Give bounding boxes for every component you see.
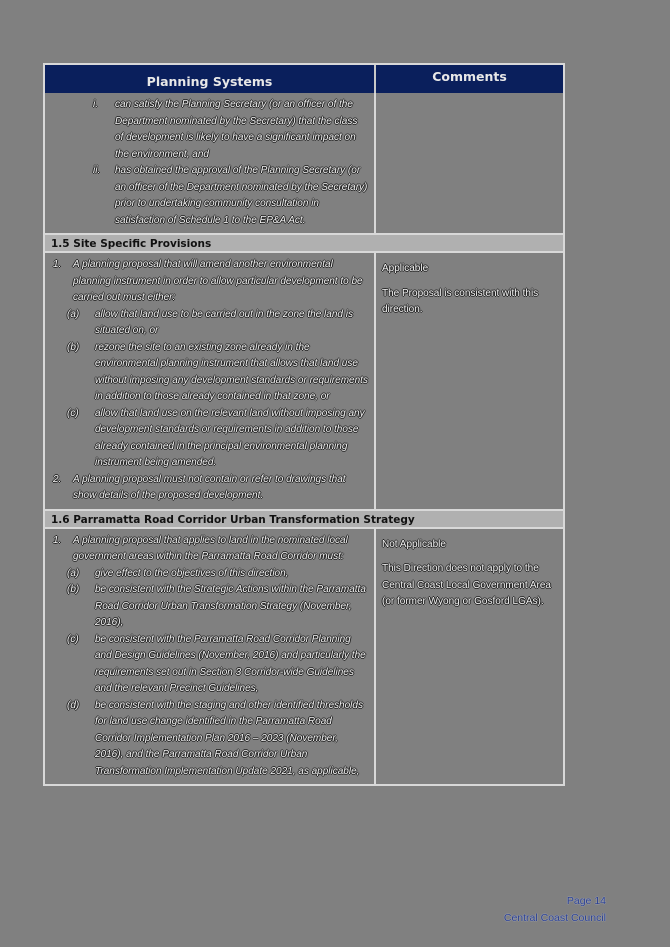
comment-cell — [376, 93, 563, 233]
list-item: (d) be consistent with the staging and other identified thresholds for land use change identified in the Parramatta Road Corridor Implementation Plan 2016 – 2023 (November, 2016), and the Parramatta Road Corridor Urban Transformation Implementation Update 2021, as applicable, — [67, 699, 363, 777]
comment-cell — [376, 253, 563, 509]
list-item: (a) give effect to the objectives of this direction, — [67, 567, 289, 579]
table-header-row — [45, 65, 563, 93]
header-comments: Comments — [432, 69, 507, 84]
list-item: (a) allow that land use to be carried out in the zone the land is situated on, or — [67, 308, 353, 336]
planning-cell — [45, 529, 376, 785]
comment-status: Not Applicable — [382, 538, 446, 550]
planning-cell — [45, 253, 376, 509]
section-heading-1-6: 1.6 Parramatta Road Corridor Urban Transformation Strategy — [45, 509, 563, 529]
planning-systems-table — [43, 63, 565, 786]
list-item: (b) be consistent with the Strategic Actions within the Parramatta Road Corridor Urban Transformation Strategy (November, 2016), — [67, 584, 366, 628]
list-item: 1. A planning proposal that applies to land in the nominated local government areas within the Parramatta Road Corridor must: — [53, 534, 348, 562]
list-item: (b) rezone the site to an existing zone already in the environmental planning instrument that allows that land use without imposing any development standards or requirements in addition to those already contained in that zone, or — [67, 341, 368, 402]
list-item: 1. A planning proposal that will amend another environmental planning instrument in order to allow particular development to be carried out must either: — [53, 259, 363, 303]
header-planning-systems: Planning Systems — [45, 65, 376, 93]
page-footer — [504, 893, 606, 927]
organization-name: Central Coast Council — [503, 912, 606, 924]
comment-text: This Direction does not apply to the Central Coast Local Government Area (or former Wyong or Gosford LGAs). — [382, 563, 551, 607]
table-row-1-6 — [45, 529, 563, 785]
comment-text: The Proposal is consistent with this direction. — [382, 287, 539, 315]
planning-cell — [45, 93, 376, 233]
list-item: i. can satisfy the Planning Secretary (or an officer of the Department nominated by the Secretary) that the class of development is likely to have a significant impact on the environment, and — [93, 99, 358, 160]
list-item: (c) be consistent with the Parramatta Road Corridor Planning and Design Guidelines (November, 2016) and particularly the requirements set out in Section 3 Corridor-wide Guidelines and the relevant Precinct Guidelines, — [67, 633, 366, 694]
list-item: 2. A planning proposal must not contain or refer to drawings that show details of the proposed development. — [53, 473, 346, 501]
list-item: (c) allow that land use on the relevant land without imposing any development standards or requirements in addition to those already contained in the principal environmental planning instrument being amended. — [67, 407, 365, 468]
section-heading-1-5: 1.5 Site Specific Provisions — [45, 233, 563, 253]
table-row-continued — [45, 93, 563, 233]
table-row-1-5 — [45, 253, 563, 509]
page-number: Page 14 — [566, 895, 606, 907]
list-item: ii. has obtained the approval of the Planning Secretary (or an officer of the Department nominated by the Secretary) prior to undertaking community consultation in satisfaction of Schedule 1 to the EP&A Act. — [93, 165, 368, 226]
comment-status: Applicable — [382, 263, 429, 274]
comment-cell — [376, 529, 563, 785]
